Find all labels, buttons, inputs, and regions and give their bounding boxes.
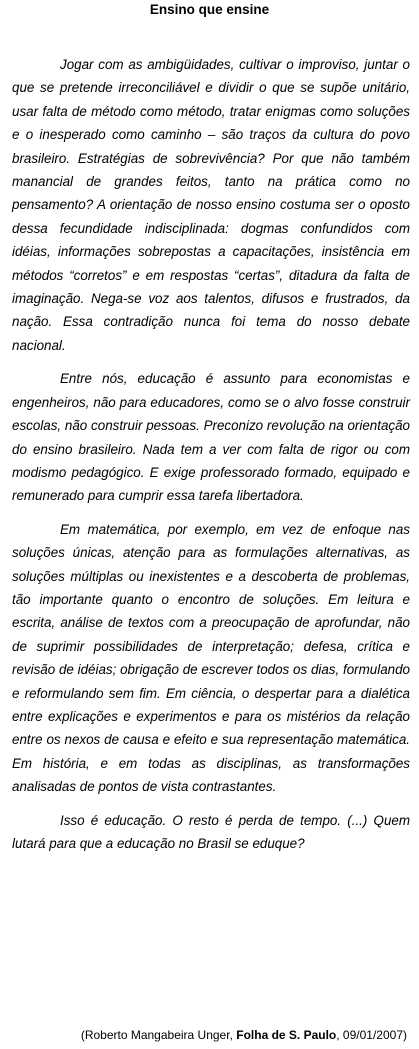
credit-date: , 09/01/2007) — [336, 1028, 407, 1042]
credit-open: ( — [80, 1028, 85, 1042]
article-title: Ensino que ensine — [149, 2, 270, 17]
paragraph-4: Isso é educação. O resto é perda de tempo. (...) Quem lutará para que a educação no Brasil se eduque? — [12, 812, 410, 851]
paragraph-1: Jogar com as ambigüidades, cultivar o improviso, juntar o que se pretende irreconciliável e dividir o que se supõe unitário, usar falta de método como método, tratar enigmas como soluções e o inesperado como caminho – são traços da cultura do povo brasileiro. Estratégias de sobrevivência? Por que não também manancial de grandes feitos, tanto na prática como no pensamento? A orientação de nosso ensino costuma ser o oposto dessa fecundidade indisciplinada: dogmas confundidos com idéias, informações sobrepostas a capacitações, insistência em métodos “corretos” e em respostas “certas”, ditadura da falta de imaginação. Nega-se voz aos talentos, difusos e frustrados, da nação. Essa contradição nunca foi tema do nosso debate nacional. — [12, 57, 410, 353]
paragraph-2: Entre nós, educação é assunto para economistas e engenheiros, não para educadores, como se o alvo fosse construir escolas, não construir pessoas. Preconizo revolução na orientação do ensino brasileiro. Nada tem a ver com falta de rigor ou com modismo pedagógico. E exige professorado formado, equipado e remunerado para cumprir essa tarefa libertadora. — [12, 371, 410, 504]
credit-publication: Folha de S. Paulo — [236, 1028, 337, 1042]
paragraph-3: Em matemática, por exemplo, em vez de enfoque nas soluções únicas, atenção para as formulações alternativas, as soluções múltiplas ou inexistentes e a descoberta de problemas, tão importante quanto o encontro de soluções. Em leitura e escrita, análise de textos com a preocupação de aprofundar, não de suprimir possibilidades de interpretação; defesa, crítica e revisão de idéias; obrigação de escrever todos os dias, formulando e reformulando sem fim. Em ciência, o despertar para a dialética entre explicações e experimentos e para os mistérios da relação entre os nexos de causa e efeito e sua representação matemática. Em história, e em todas as disciplinas, as transformações analisadas de pontos de vista contrastantes. — [12, 521, 410, 795]
source-credit — [81, 1027, 407, 1043]
credit-author: Roberto Mangabeira Unger, — [84, 1028, 233, 1042]
article-body — [12, 53, 410, 855]
